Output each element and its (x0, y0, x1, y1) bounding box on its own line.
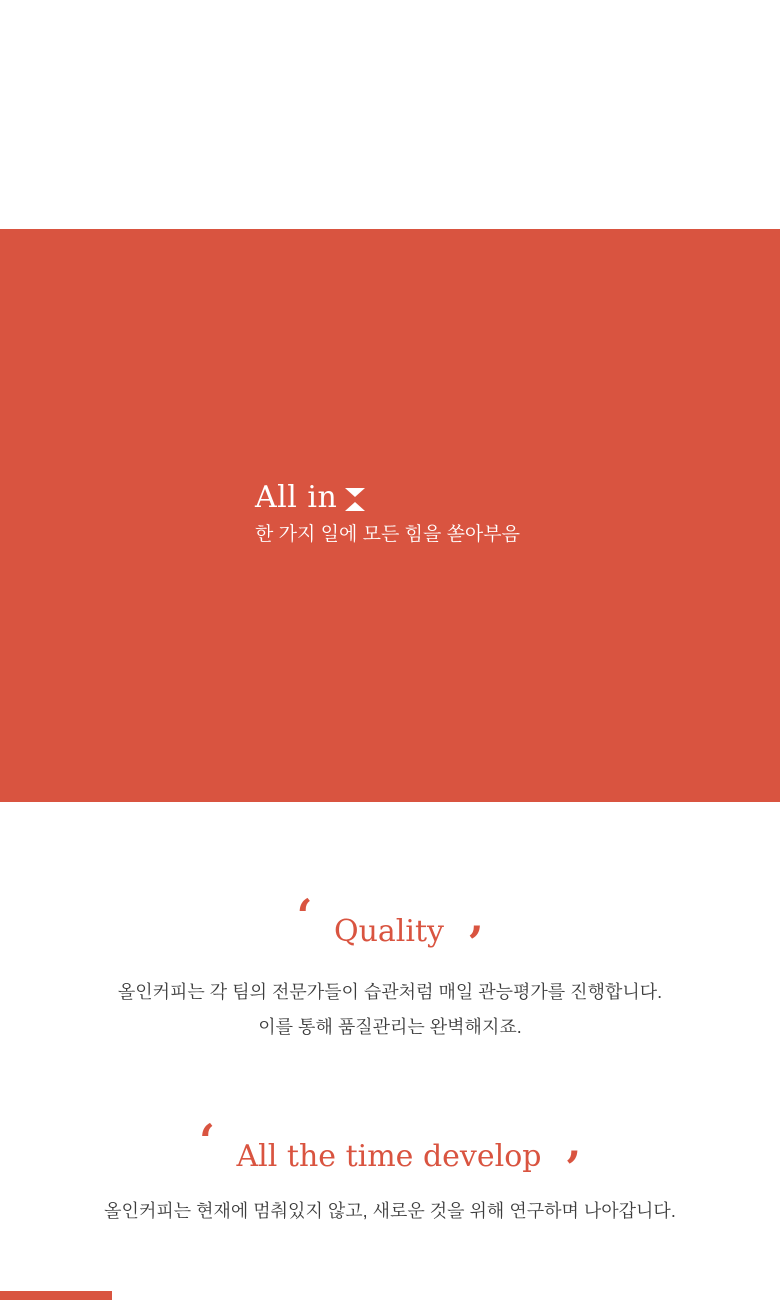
double-triangle-hourglass-icon (345, 488, 365, 511)
quality-block (0, 802, 780, 1045)
quality-line-2: 이를 통해 품질관리는 완벽해지죠. (258, 1017, 522, 1037)
quality-heading: Quality (334, 914, 444, 949)
quality-line-1: 올인커피는 각 팀의 전문가들이 습관처럼 매일 관능평가를 진행합니다. (117, 982, 663, 1002)
hero-banner (0, 229, 780, 802)
footer-accent-strip (0, 1291, 112, 1300)
values-section (0, 802, 780, 1300)
quality-heading-row: ‘ Quality ’ (296, 889, 484, 970)
hero-title-row (255, 481, 520, 514)
top-whitespace (0, 0, 780, 229)
hero-title: All in (255, 480, 338, 515)
quality-paragraph (0, 975, 780, 1045)
hero-text-block (255, 481, 520, 547)
develop-block (0, 1114, 780, 1229)
hero-subtitle: 한 가지 일에 모든 힘을 쏟아부음 (255, 524, 520, 545)
develop-paragraph (0, 1194, 780, 1229)
triangle-down-icon (345, 488, 365, 497)
develop-heading-row: ‘ All the time develop ’ (198, 1114, 582, 1195)
develop-heading: All the time develop (236, 1139, 542, 1174)
triangle-up-icon (345, 502, 365, 511)
develop-line-1: 올인커피는 현재에 멈춰있지 않고, 새로운 것을 위해 연구하며 나아갑니다. (104, 1201, 676, 1221)
